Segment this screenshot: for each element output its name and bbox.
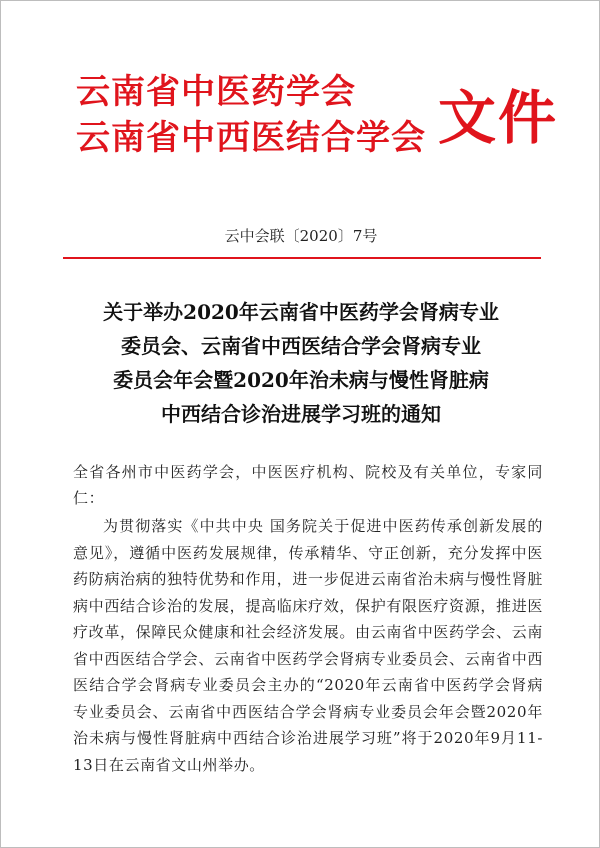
title-line-4: 中西结合诊治进展学习班的通知	[161, 402, 441, 426]
org-name-2: 云南省中西医结合学会	[76, 118, 426, 158]
issuing-organizations	[76, 69, 426, 161]
document-number: 云中会联〔2020〕7号	[224, 227, 378, 245]
document-type-label: 文件	[438, 84, 559, 152]
org-name-1: 云南省中医药学会	[76, 72, 356, 112]
title-line-3: 委员会年会暨2020年治未病与慢性肾脏病	[113, 368, 489, 392]
title-line-1: 关于举办2020年云南省中医药学会肾病专业	[103, 300, 499, 324]
title-line-2: 委员会、云南省中西医结合学会肾病专业	[121, 334, 481, 358]
notice-title	[61, 295, 541, 431]
body-paragraph: 为贯彻落实《中共中央 国务院关于促进中医药传承创新发展的意见》，遵循中医药发展规律，传承精华、守正创新，充分发挥中医药防病治病的独特优势和作用，进一步促进云南省治未病与慢性肾脏病中西结合诊治的发展，提高临床疗效，保护有限医疗资源，推进医疗改革，保障民众健康和社会经济发展。由云南省中医药学会、云南省中西医结合学会、云南省中医药学会肾病专业委员会、云南省中西医结合学会肾病专业委员会主办的“2020年云南省中医药学会肾病专业委员会、云南省中西医结合学会肾病专业委员会年会暨2020年治未病与慢性肾脏病中西结合诊治进展学习班”将于2020年9月11-13日在云南省文山州举办。	[73, 517, 543, 774]
document-header	[76, 69, 559, 179]
addressee-line: 全省各州市中医药学会，中医医疗机构、院校及有关单位，专家同仁：	[73, 463, 543, 507]
red-divider-line	[63, 257, 541, 259]
